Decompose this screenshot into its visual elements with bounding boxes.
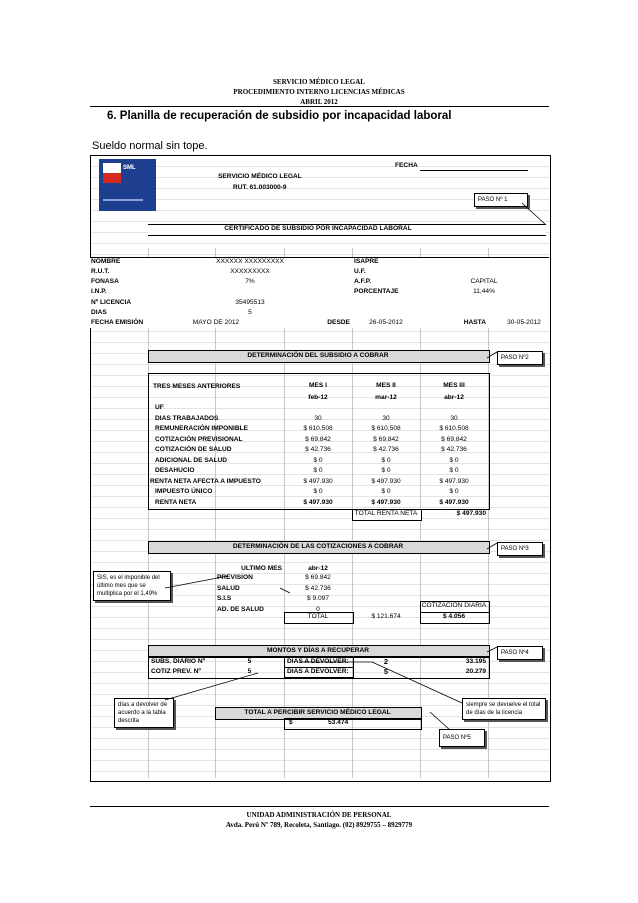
month-1-value: feb-12	[308, 394, 328, 401]
rut-label: R.U.T.	[91, 268, 110, 275]
total-renta-value: $ 497.930	[456, 510, 486, 517]
org-rut: RUT. 61.003000-9	[233, 184, 287, 191]
nombre-label: NOMBRE	[91, 258, 121, 265]
fonasa-label: FONASA	[91, 278, 119, 285]
paso-5-callout: PASO Nº5	[439, 729, 485, 747]
cotiz-prev-label: COTIZ PREV. Nº	[151, 668, 201, 675]
subsidio-row-value: $ 0	[381, 456, 391, 464]
subsidio-row-label: RENTA NETA	[155, 498, 197, 506]
subsidio-row-value: $ 610.508	[439, 425, 469, 432]
inp-label: I.N.P.	[91, 288, 107, 295]
subsidio-row-label: RENTA NETA AFECTA A IMPUESTO	[150, 477, 261, 485]
uf-label: U.F.	[354, 268, 366, 275]
subsidio-row-value: $ 42.736	[441, 446, 467, 453]
ultimo-mes-value: abr-12	[308, 565, 328, 572]
licencia-value: 35495513	[235, 299, 265, 306]
subsidio-row-value: $ 0	[449, 456, 459, 464]
subsidio-row-label: UF	[155, 404, 164, 411]
paso-2-callout: PASO Nº2	[497, 351, 543, 365]
porcentaje-value: 11,44%	[473, 288, 495, 295]
subs-diario-label: SUBS. DIARIO Nº	[151, 658, 206, 665]
subsidio-row-value: $ 497.930	[439, 498, 469, 506]
subsidio-row-label: ADICIONAL DE SALUD	[155, 456, 228, 464]
subsidio-row-value: $ 0	[313, 456, 323, 464]
paso-4-callout: PASO Nº4	[497, 646, 543, 660]
afp-label: A.F.P.	[354, 278, 372, 285]
det-subsidio-title: DETERMINACIÓN DEL SUBSIDIO A COBRAR	[247, 352, 389, 359]
cotiz-row-label: SALUD	[217, 584, 240, 592]
subs-diario-n: 5	[247, 658, 252, 665]
subsidio-row-value: $ 0	[313, 488, 323, 495]
subsidio-row-value: $ 610.508	[303, 425, 333, 432]
subsidio-row-label: REMUNERACIÓN IMPONIBLE	[155, 425, 249, 432]
cotiz-total-value: $ 121.674	[371, 613, 401, 620]
subsidio-row-value: $ 0	[449, 467, 459, 474]
afp-value: CAPITAL	[470, 278, 498, 285]
subsidio-row-value: $ 610.508	[371, 425, 401, 432]
sml-logo: SML	[99, 159, 156, 211]
cotiz-prev-n: 5	[247, 668, 252, 675]
ultimo-mes-label: ULTIMO MES	[241, 565, 282, 572]
cotiz-monto: 20.279	[465, 668, 486, 675]
month-2-label: MES II	[376, 382, 396, 389]
cotiz-dias: 5	[383, 667, 389, 676]
subs-monto: 33.195	[465, 658, 486, 665]
org-name: SERVICIO MÉDICO LEGAL	[218, 173, 302, 180]
nombre-value: XXXXXX XXXXXXXXX	[216, 258, 284, 265]
subsidio-row-label: COTIZACIÓN DE SALUD	[155, 446, 232, 453]
footer-line-1: UNIDAD ADMINISTRACIÓN DE PERSONAL	[246, 811, 392, 819]
cotiz-total-label: TOTAL	[307, 613, 329, 620]
header-line-1: SERVICIO MÉDICO LEGAL	[273, 78, 365, 86]
subsidio-row-value: $ 0	[381, 488, 391, 495]
fecha-emision-value: MAYO DE 2012	[192, 319, 240, 326]
total-title: TOTAL A PERCIBIR SERVICIO MÉDICO LEGAL	[244, 709, 391, 716]
fecha-label: FECHA	[395, 162, 418, 169]
hasta-label: HASTA	[463, 319, 486, 326]
dias-note-callout: días a devolver de acuerdo a la tabla descrita	[114, 698, 174, 728]
subsidio-row-value: $ 0	[381, 467, 391, 474]
total-currency: $	[289, 719, 293, 726]
hasta-value: 30-05-2012	[507, 319, 541, 326]
cotiz-row-value: $ 9.097	[307, 595, 329, 602]
subsidio-row-value: $ 42.736	[373, 446, 399, 453]
subsidio-row-value: $ 0	[313, 467, 323, 474]
fecha-emision-label: FECHA EMISIÓN	[91, 319, 144, 326]
cotiz-row-label: AD. DE SALUD	[217, 605, 264, 613]
det-cotiz-title: DETERMINACIÓN DE LAS COTIZACIONES A COBRAR	[232, 543, 404, 550]
subs-dias: 2	[383, 657, 389, 666]
month-3-value: abr-12	[444, 394, 464, 401]
month-1-label: MES I	[309, 382, 327, 389]
dias-value: 5	[248, 309, 252, 316]
subtitle: Sueldo normal sin tope.	[92, 140, 208, 152]
isapre-label: ISAPRE	[354, 258, 379, 265]
cotiz-row-label: PREVISION	[217, 574, 253, 581]
cotiz-row-value: 0	[316, 605, 320, 613]
cert-title: CERTIFICADO DE SUBSIDIO POR INCAPACIDAD LABORAL	[224, 225, 412, 232]
subsidio-row-value: $ 0	[449, 488, 459, 495]
subsidio-row-label: DIAS TRABAJADOS	[155, 414, 219, 422]
subsidio-row-value: $ 69.842	[441, 435, 467, 443]
cotiz-row-label: S.I.S	[217, 595, 232, 602]
header-line-3: ABRIL 2012	[300, 98, 338, 106]
header-line-2: PROCEDIMIENTO INTERNO LICENCIAS MÉDICAS	[233, 88, 405, 96]
subsidio-row-value: 30	[382, 414, 390, 422]
cotiz-row-value: $ 69.842	[305, 574, 331, 581]
month-3-label: MES III	[443, 382, 465, 389]
subsidio-row-value: $ 69.842	[373, 435, 399, 443]
subsidio-row-value: 30	[314, 414, 322, 422]
dias-label: DIAS	[91, 309, 107, 316]
subsidio-row-label: IMPUESTO ÚNICO	[155, 488, 213, 495]
cotiz-diaria-value: $ 4.056	[443, 613, 465, 620]
cotiz-dias-label: DIAS A DEVOLVER:	[287, 668, 349, 675]
porcentaje-label: PORCENTAJE	[354, 288, 399, 295]
total-value: 53.474	[328, 719, 349, 726]
subsidio-row-label: COTIZACIÓN PREVISIONAL	[155, 435, 243, 443]
month-2-value: mar-12	[375, 394, 397, 401]
subsidio-row-value: $ 69.842	[305, 435, 331, 443]
sis-note-callout: SIS, es el imponible del último mes que se multiplica por el 1,49%	[93, 571, 171, 601]
subsidio-row-label: DESAHUCIO	[155, 467, 195, 474]
subs-dias-label: DIAS A DEVOLVER:	[287, 658, 349, 665]
cotiz-row-value: $ 42.736	[305, 584, 331, 592]
montos-title: MONTOS Y DÍAS A RECUPERAR	[266, 647, 370, 654]
licencia-label: Nº LICENCIA	[91, 299, 132, 306]
footer-rule	[90, 806, 549, 807]
desde-value: 26-05-2012	[369, 319, 403, 326]
footer-line-2: Avda. Perú Nº 789, Recoleta, Santiago. (02) 8929755 – 8929779	[225, 821, 413, 829]
paso-3-callout: PASO Nº3	[497, 542, 543, 556]
cotiz-diaria-label: COTIZACIÓN DIARIA	[421, 602, 487, 609]
months-header: TRES MESES ANTERIORES	[153, 383, 241, 390]
total-renta-label: TOTAL RENTA NETA	[354, 510, 418, 517]
subsidio-row-value: 30	[450, 414, 458, 422]
fonasa-value: 7%	[245, 278, 255, 285]
paso-1-callout: PASO Nº 1	[474, 193, 528, 207]
section-title: 6. Planilla de recuperación de subsidio por incapacidad laboral	[107, 110, 452, 122]
subsidio-row-value: $ 497.930	[303, 498, 333, 506]
subsidio-row-value: $ 497.930	[371, 477, 401, 485]
subsidio-row-value: $ 497.930	[303, 477, 333, 485]
subsidio-row-value: $ 497.930	[439, 477, 469, 485]
siempre-note-callout: siempre se devuelve el total de días de la licencia	[462, 698, 546, 720]
subsidio-row-value: $ 42.736	[305, 446, 331, 453]
subsidio-row-value: $ 497.930	[371, 498, 401, 506]
rut-value: XXXXXXXXX	[230, 268, 270, 275]
desde-label: DESDE	[327, 319, 350, 326]
